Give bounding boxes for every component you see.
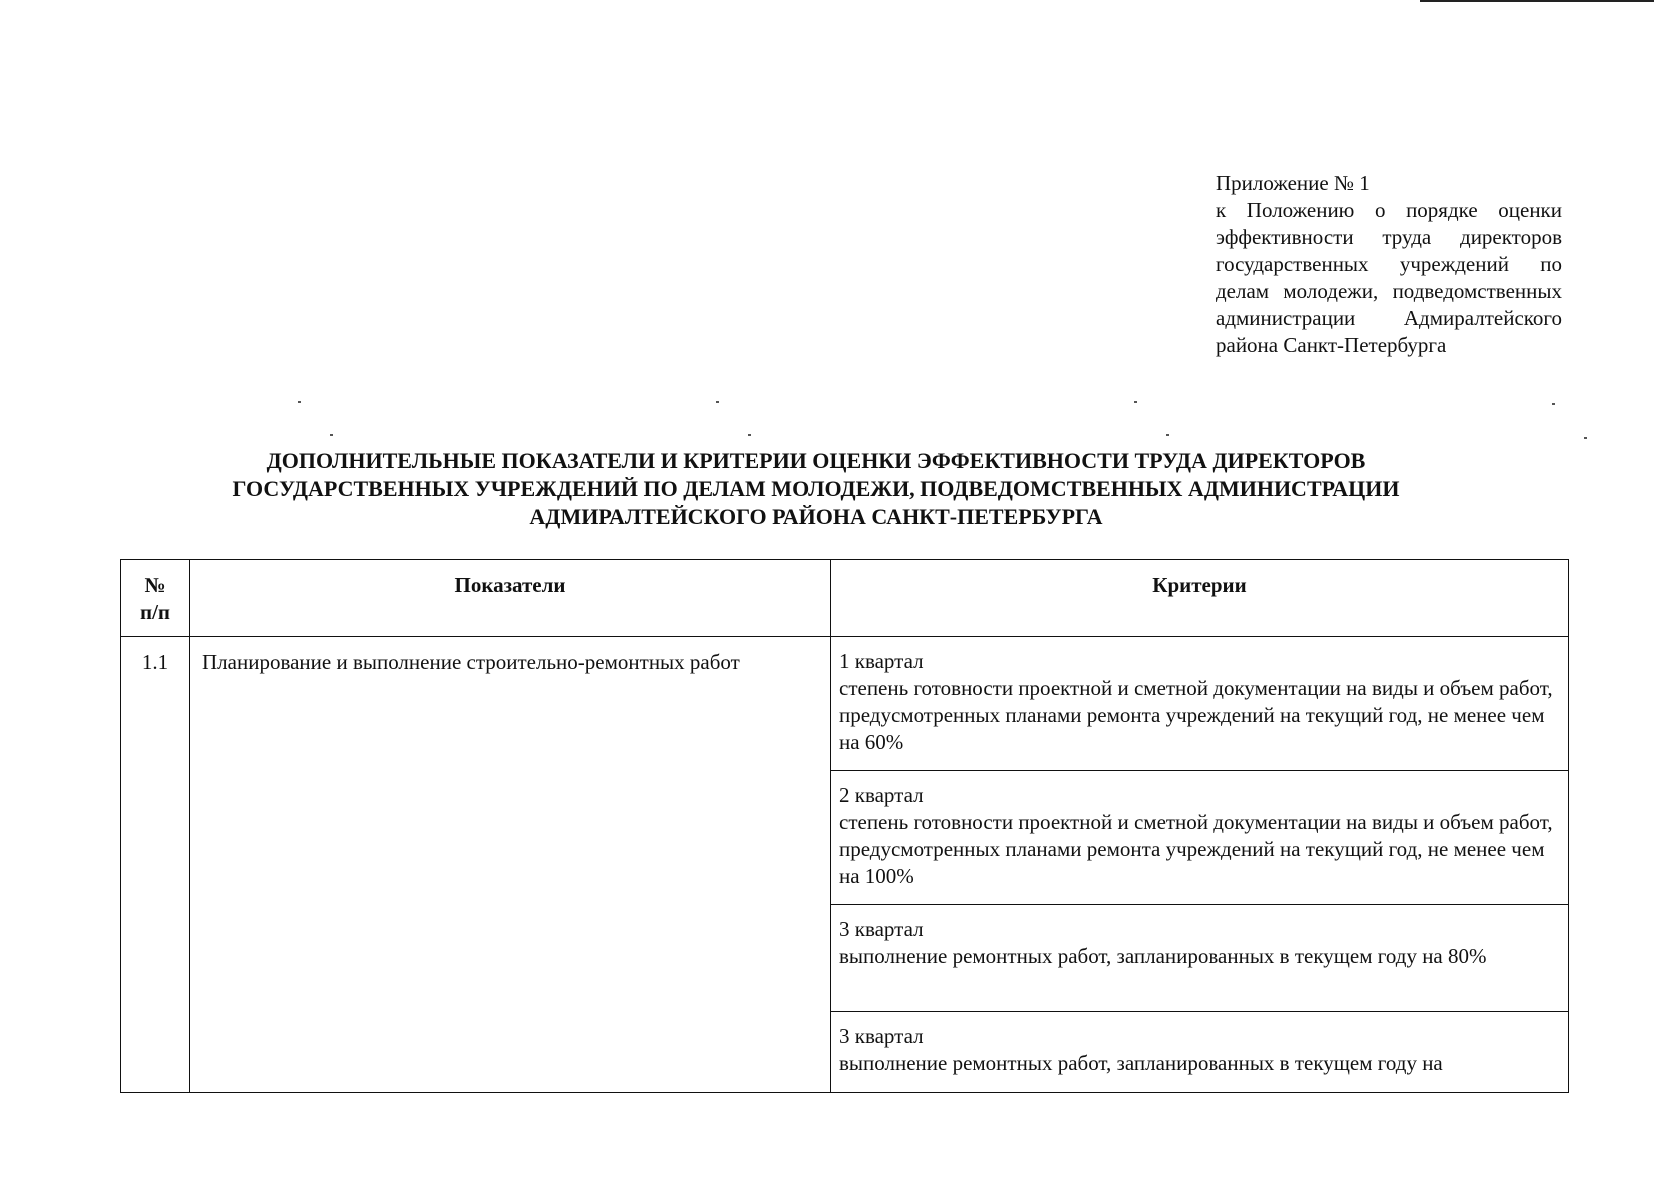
criterion-cell: [831, 637, 1569, 771]
document-title-line: ДОПОЛНИТЕЛЬНЫЕ ПОКАЗАТЕЛИ И КРИТЕРИИ ОЦЕНКИ ЭФФЕКТИВНОСТИ ТРУДА ДИРЕКТОРОВ: [266, 448, 1366, 473]
header-indicators: Показатели: [190, 560, 831, 637]
criterion-quarter: 2 квартал: [839, 783, 924, 807]
criterion-text: степень готовности проектной и сметной документации на виды и объем работ, предусмотренных планами ремонта учреждений на текущий год, не менее чем на 60%: [839, 676, 1553, 754]
scan-speck: [1166, 434, 1169, 436]
criterion-quarter: 1 квартал: [839, 649, 924, 673]
scan-edge-line: [1420, 0, 1654, 2]
scan-speck: [330, 434, 333, 436]
criterion-text: выполнение ремонтных работ, запланированных в текущем году на: [839, 1051, 1443, 1075]
criterion-cell: [831, 905, 1569, 1012]
scan-speck: [748, 434, 751, 436]
annex-block: [1216, 170, 1562, 359]
scan-speck: [1552, 403, 1555, 405]
scan-speck: [298, 401, 301, 403]
annex-title: Приложение № 1: [1216, 171, 1370, 195]
criterion-quarter: 3 квартал: [839, 1024, 924, 1048]
row-number: 1.1: [121, 637, 190, 1093]
header-number-line: №: [144, 573, 166, 597]
scan-speck: [716, 401, 719, 403]
criterion-cell: [831, 771, 1569, 905]
header-number-line: п/п: [139, 600, 171, 624]
table-row: [121, 637, 1569, 771]
row-indicator: Планирование и выполнение строительно-ремонтных работ: [190, 637, 831, 1093]
header-number: [121, 560, 190, 637]
criteria-table: [120, 559, 1569, 1093]
scan-speck: [1584, 437, 1587, 439]
document-title-line: АДМИРАЛТЕЙСКОГО РАЙОНА САНКТ-ПЕТЕРБУРГА: [529, 504, 1103, 529]
table-header-row: [121, 560, 1569, 637]
criterion-text: выполнение ремонтных работ, запланированных в текущем году на 80%: [839, 944, 1487, 968]
document-title: [120, 447, 1512, 531]
scan-speck: [1134, 401, 1137, 403]
criterion-quarter: 3 квартал: [839, 917, 924, 941]
header-criteria: Критерии: [831, 560, 1569, 637]
document-title-line: ГОСУДАРСТВЕННЫХ УЧРЕЖДЕНИЙ ПО ДЕЛАМ МОЛОДЕЖИ, ПОДВЕДОМСТВЕННЫХ АДМИНИСТРАЦИИ: [232, 476, 1400, 501]
criterion-text: степень готовности проектной и сметной документации на виды и объем работ, предусмотренных планами ремонта учреждений на текущий год, не менее чем на 100%: [839, 810, 1553, 888]
criterion-cell: [831, 1012, 1569, 1093]
criteria-table-wrapper: [120, 559, 1568, 1093]
annex-body: к Положению о порядке оценки эффективности труда директоров государственных учреждений по делам молодежи, подведомственных администрации Адмиралтейского района Санкт-Петербурга: [1216, 198, 1562, 357]
